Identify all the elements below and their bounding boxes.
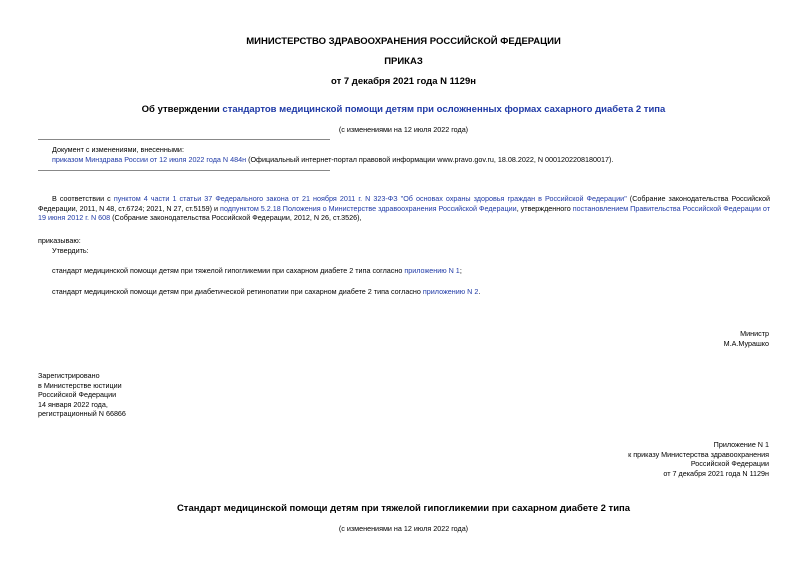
title-prefix: Об утверждении [141, 104, 223, 115]
order-item-1 [52, 266, 462, 276]
order-item-2 [52, 287, 480, 297]
government-decree-link[interactable]: постановлением Правительства Российской Федерации от 19 июня 2012 г. N 608 [38, 203, 770, 222]
regulation-link[interactable]: подпунктом 5.2.18 Положения о Министерстве здравоохранения Российской Федерации [220, 203, 517, 213]
signatory-position: Министр [740, 329, 769, 338]
document-type: ПРИКАЗ [384, 56, 423, 67]
amendment-source: (Официальный интернет-портал правовой информации www.pravo.gov.ru, 18.08.2022, N 0001202208180017). [246, 155, 614, 164]
appendix-block [628, 440, 769, 478]
order-item-2-end: . [478, 287, 481, 296]
approve-word: Утвердить: [52, 246, 89, 255]
signatory-name: М.А.Мурашко [723, 339, 769, 348]
ministry-heading: МИНИСТЕРСТВО ЗДРАВООХРАНЕНИЯ РОССИЙСКОЙ ФЕДЕРАЦИИ [246, 36, 561, 47]
preamble-text-4: (Собрание законодательства Российской Федерации, 2012, N 26, ст.3526), [110, 213, 362, 222]
changes-bottom-rule [38, 170, 330, 171]
changes-detail [52, 155, 613, 165]
preamble-text-1: В соответствии с [52, 194, 114, 203]
registration-line-3: Российской Федерации [38, 390, 117, 399]
order-item-2-text: стандарт медицинской помощи детям при диабетической ретинопатии при сахарном диабете 2 типа согласно [52, 287, 423, 296]
preamble-paragraph [38, 194, 770, 223]
appendix-2-link[interactable]: приложению N 2 [422, 287, 479, 296]
order-item-1-end: ; [459, 266, 462, 275]
appendix-line-2: к приказу Министерства здравоохранения [628, 449, 769, 459]
appendix-line-1: Приложение N 1 [713, 440, 769, 449]
order-item-1-text: стандарт медицинской помощи детям при тяжелой гипогликемии при сахарном диабете 2 типа согласно [52, 266, 405, 275]
registration-line-4: 14 января 2022 года, [38, 399, 108, 409]
registration-line-5: регистрационный N 66866 [38, 409, 126, 418]
registration-line-1: Зарегистрировано [38, 371, 100, 380]
registration-line-2: в Министерстве юстиции [38, 380, 122, 390]
federal-law-link[interactable]: пунктом 4 части 1 статьи 37 Федерального закона от 21 ноября 2011 г. N 323-ФЗ "Об основах охраны здоровья граждан в Российской Федерации" [113, 194, 627, 203]
order-word: приказываю: [38, 236, 81, 245]
document-date-number: от 7 декабря 2021 года N 1129н [331, 76, 476, 87]
title-link[interactable]: стандартов медицинской помощи детям при осложненных формах сахарного диабета 2 типа [222, 104, 666, 115]
registration-block [38, 371, 126, 419]
changes-intro: Документ с изменениями, внесенными: [52, 145, 184, 154]
amended-note: (с изменениями на 12 июля 2022 года) [338, 125, 469, 134]
standard-title: Стандарт медицинской помощи детям при тяжелой гипогликемии при сахарном диабете 2 типа [176, 503, 631, 514]
standard-amended-note: (с изменениями на 12 июля 2022 года) [338, 524, 469, 533]
appendix-line-3: Российской Федерации [690, 459, 769, 468]
preamble-text-2: (Собрание законодательства Российской Федерации, 2011, N 48, ст.6724; 2021, N 27, ст.5159) и [38, 194, 771, 213]
amendment-order-link[interactable]: приказом Минздрава России от 12 июля 2022 года N 484н [52, 155, 247, 164]
preamble-text-3: , утвержденного [516, 203, 573, 213]
document-title [0, 104, 807, 115]
appendix-line-4: от 7 декабря 2021 года N 1129н [663, 468, 769, 478]
changes-top-rule [38, 139, 330, 140]
appendix-1-link[interactable]: приложению N 1 [404, 266, 460, 275]
